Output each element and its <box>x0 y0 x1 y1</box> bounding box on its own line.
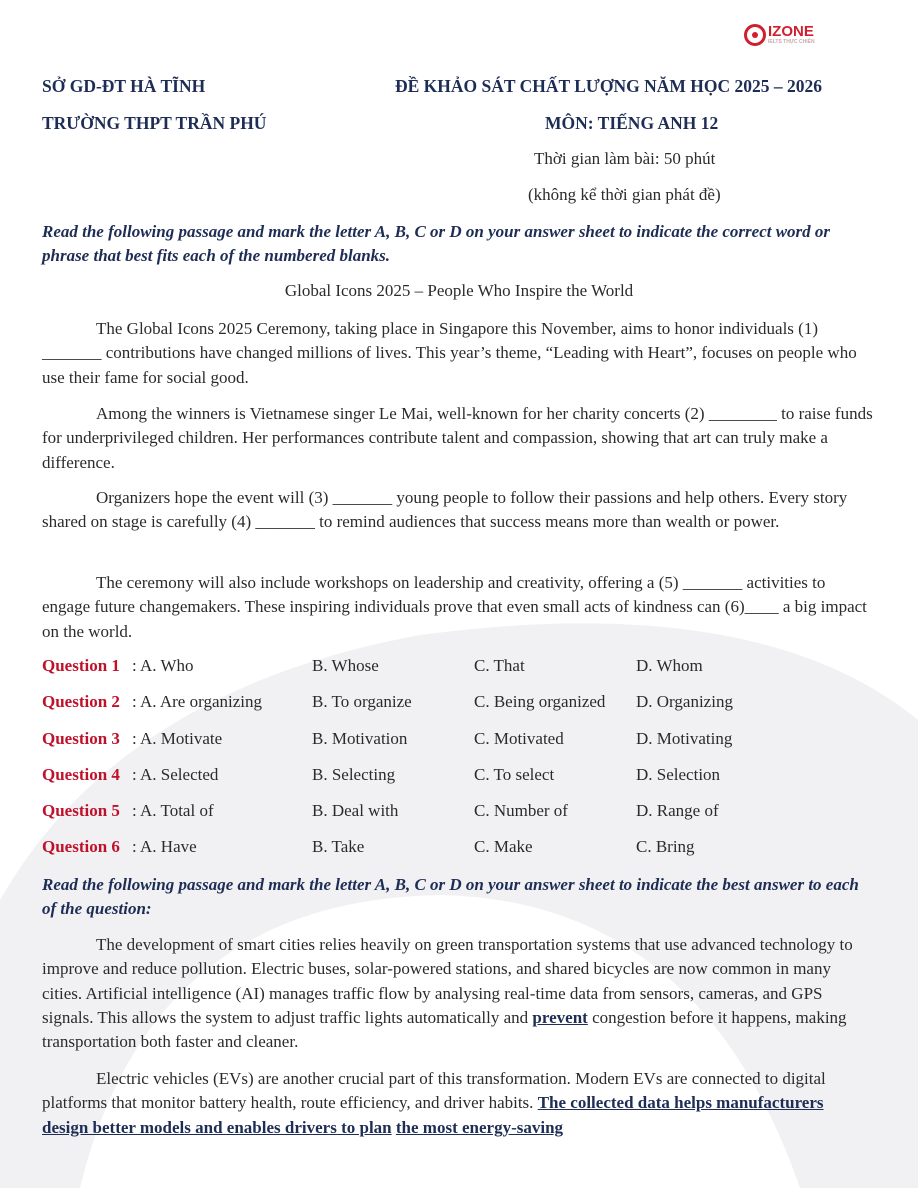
question-row <box>42 656 882 680</box>
option-a[interactable]: : A. Are organizing <box>132 692 262 711</box>
question-row <box>42 765 882 789</box>
underlined-phrase-energy-saving: the most energy-saving <box>395 1117 564 1137</box>
question-row <box>42 692 882 716</box>
option-d[interactable]: D. Motivating <box>636 729 733 748</box>
underlined-phrase-collected-data: The collected data helps manufacturers design better models and enables drivers to plan <box>42 1093 824 1137</box>
option-c[interactable]: C. Make <box>474 837 533 856</box>
passage1-paragraph4: The ceremony will also include workshops on leadership and creativity, offering a (5) _______ activities to engage future changemakers. These inspiring individuals prove that even small acts of kindness can (6)____ a big impact on the world. <box>42 573 867 641</box>
exam-title: ĐỀ KHẢO SÁT CHẤT LƯỢNG NĂM HỌC 2025 – 2026 <box>395 76 822 96</box>
question-label: Question 5 <box>42 801 120 820</box>
exam-duration-note: (không kể thời gian phát đề) <box>528 185 721 204</box>
option-a[interactable]: : A. Who <box>132 656 194 675</box>
passage1-paragraph3: Organizers hope the event will (3) _______ young people to follow their passions and help others. Every story shared on stage is carefully (4) _______ to remind audiences that success means more than wealth or power. <box>42 488 848 532</box>
question-label: Question 6 <box>42 837 120 856</box>
passage2-paragraph2 <box>42 1067 874 1140</box>
option-b[interactable]: B. To organize <box>312 692 412 711</box>
passage1-paragraph1: The Global Icons 2025 Ceremony, taking place in Singapore this November, aims to honor individuals (1) _______ contributions have changed millions of lives. This year’s theme, “Leading with Heart”, focuses on people who use their fame for social good. <box>42 319 857 387</box>
instruction-reading: Read the following passage and mark the letter A, B, C or D on your answer sheet to indicate the best answer to each of the question: <box>42 875 859 918</box>
option-c[interactable]: C. Number of <box>474 801 568 820</box>
option-d[interactable]: D. Whom <box>636 656 703 675</box>
question-label: Question 1 <box>42 656 120 675</box>
option-c[interactable]: C. That <box>474 656 525 675</box>
option-d[interactable]: D. Selection <box>636 765 721 784</box>
option-d[interactable]: D. Organizing <box>636 692 733 711</box>
question-row <box>42 801 882 825</box>
passage1-paragraph2: Among the winners is Vietnamese singer Le Mai, well-known for her charity concerts (2) ________ to raise funds for underprivileged children. Her performances contribute talent and compassion, showing that art can truly make a difference. <box>42 404 873 472</box>
option-c[interactable]: C. Being organized <box>474 692 606 711</box>
option-a[interactable]: : A. Motivate <box>132 729 223 748</box>
passage-title: Global Icons 2025 – People Who Inspire the World <box>284 281 634 300</box>
option-d[interactable]: C. Bring <box>636 837 695 856</box>
question-label: Question 2 <box>42 692 120 711</box>
question-row <box>42 729 882 753</box>
department-name: SỞ GD-ĐT HÀ TĨNH <box>42 76 206 96</box>
passage2-p1-start: The development of smart cities relies heavily on green transportation systems that use advanced technology to improve and reduce pollution. Electric buses, solar-powered stations, and shared bicycles are now common in many cities. Artificial intelligence (AI) manages traffic flow by analysing real-time data from sensors, cameras, and GPS signals. This allows the system to adjust traffic lights automatically and <box>42 935 853 1027</box>
option-b[interactable]: B. Whose <box>312 656 379 675</box>
option-c[interactable]: C. To select <box>474 765 555 784</box>
question-label: Question 3 <box>42 729 120 748</box>
passage2-paragraph1 <box>42 933 874 1054</box>
passage2-p2-start: Electric vehicles (EVs) are another crucial part of this transformation. Modern EVs are connected to digital platforms that monitor battery health, route efficiency, and driver habits. <box>42 1069 826 1113</box>
underlined-word-prevent: prevent <box>532 1007 588 1027</box>
option-b[interactable]: B. Take <box>312 837 365 856</box>
instruction-cloze: Read the following passage and mark the letter A, B, C or D on your answer sheet to indicate the correct word or phrase that best fits each of the numbered blanks. <box>42 222 831 265</box>
option-c[interactable]: C. Motivated <box>474 729 564 748</box>
option-a[interactable]: : A. Selected <box>132 765 219 784</box>
question-row <box>42 837 882 861</box>
logo-tagline: IELTS THỰC CHIẾN <box>768 39 815 45</box>
passage2-p1-end: congestion before it happens, making transportation both faster and cleaner. <box>42 1007 847 1052</box>
question-label: Question 4 <box>42 765 120 784</box>
option-d[interactable]: D. Range of <box>636 801 719 820</box>
exam-duration: Thời gian làm bài: 50 phút <box>534 149 716 168</box>
school-name: TRƯỜNG THPT TRẦN PHÚ <box>42 113 267 133</box>
target-icon <box>744 24 766 46</box>
option-a[interactable]: : A. Total of <box>132 801 214 820</box>
option-a[interactable]: : A. Have <box>132 837 197 856</box>
subject-title: MÔN: TIẾNG ANH 12 <box>545 113 719 133</box>
izone-logo <box>744 24 815 46</box>
option-b[interactable]: B. Deal with <box>312 801 399 820</box>
option-b[interactable]: B. Selecting <box>312 765 396 784</box>
logo-text: IZONE <box>768 23 814 40</box>
option-b[interactable]: B. Motivation <box>312 729 408 748</box>
